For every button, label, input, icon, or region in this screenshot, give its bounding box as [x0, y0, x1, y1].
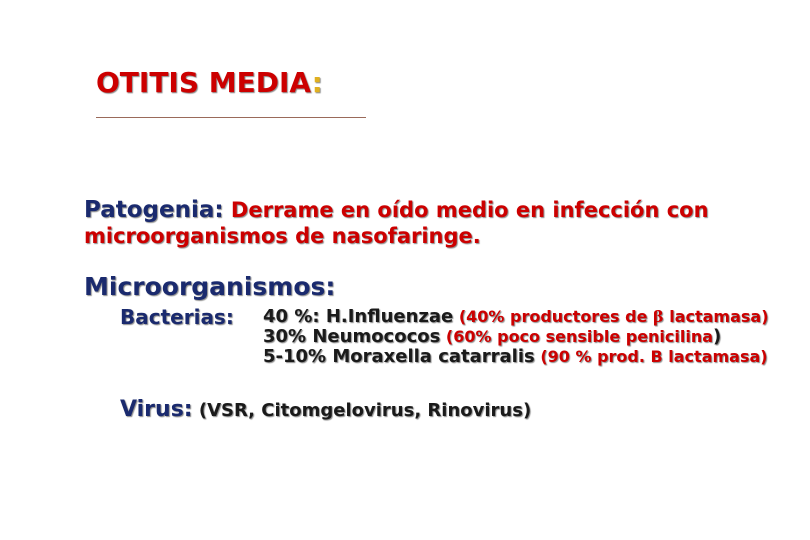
- bacteria-row-2-sub: (60% poco sensible penicilina: [440, 327, 714, 346]
- bacteria-row-2: [263, 326, 721, 347]
- bacteria-row-1-main: 40 %: H.Influenzae: [263, 306, 454, 327]
- title-underline: [96, 117, 366, 118]
- virus-label: Virus:: [120, 397, 193, 422]
- bacteria-row-1: [263, 306, 769, 327]
- virus-line: [120, 397, 531, 422]
- patogenia-label: Patogenia:: [84, 197, 224, 223]
- microorganismos-heading: Microorganismos:: [84, 272, 336, 301]
- bacteria-row-1-sub-end: lactamasa): [663, 307, 769, 326]
- patogenia-text-1: Derrame en oído medio en infección con: [223, 198, 709, 222]
- bacteria-row-2-main: 30% Neumococos: [263, 326, 441, 347]
- beta-symbol: β: [653, 307, 664, 326]
- slide-title: [96, 66, 323, 99]
- bacteria-row-2-close: ): [713, 326, 722, 347]
- bacterias-label: Bacterias:: [120, 305, 234, 329]
- bacteria-row-3: [263, 346, 768, 367]
- bacteria-row-3-main: 5-10% Moraxella catarralis: [263, 346, 535, 367]
- title-colon: :: [311, 66, 323, 99]
- title-text: OTITIS MEDIA: [96, 66, 312, 99]
- bacteria-row-3-sub: (90 % prod. B lactamasa): [534, 347, 768, 366]
- virus-text: (VSR, Citomgelovirus, Rinovirus): [192, 400, 532, 421]
- bacteria-row-1-sub: (40% productores de: [453, 307, 654, 326]
- patogenia-line-2: microorganismos de nasofaringe.: [84, 224, 481, 248]
- patogenia-line-1: [84, 197, 709, 223]
